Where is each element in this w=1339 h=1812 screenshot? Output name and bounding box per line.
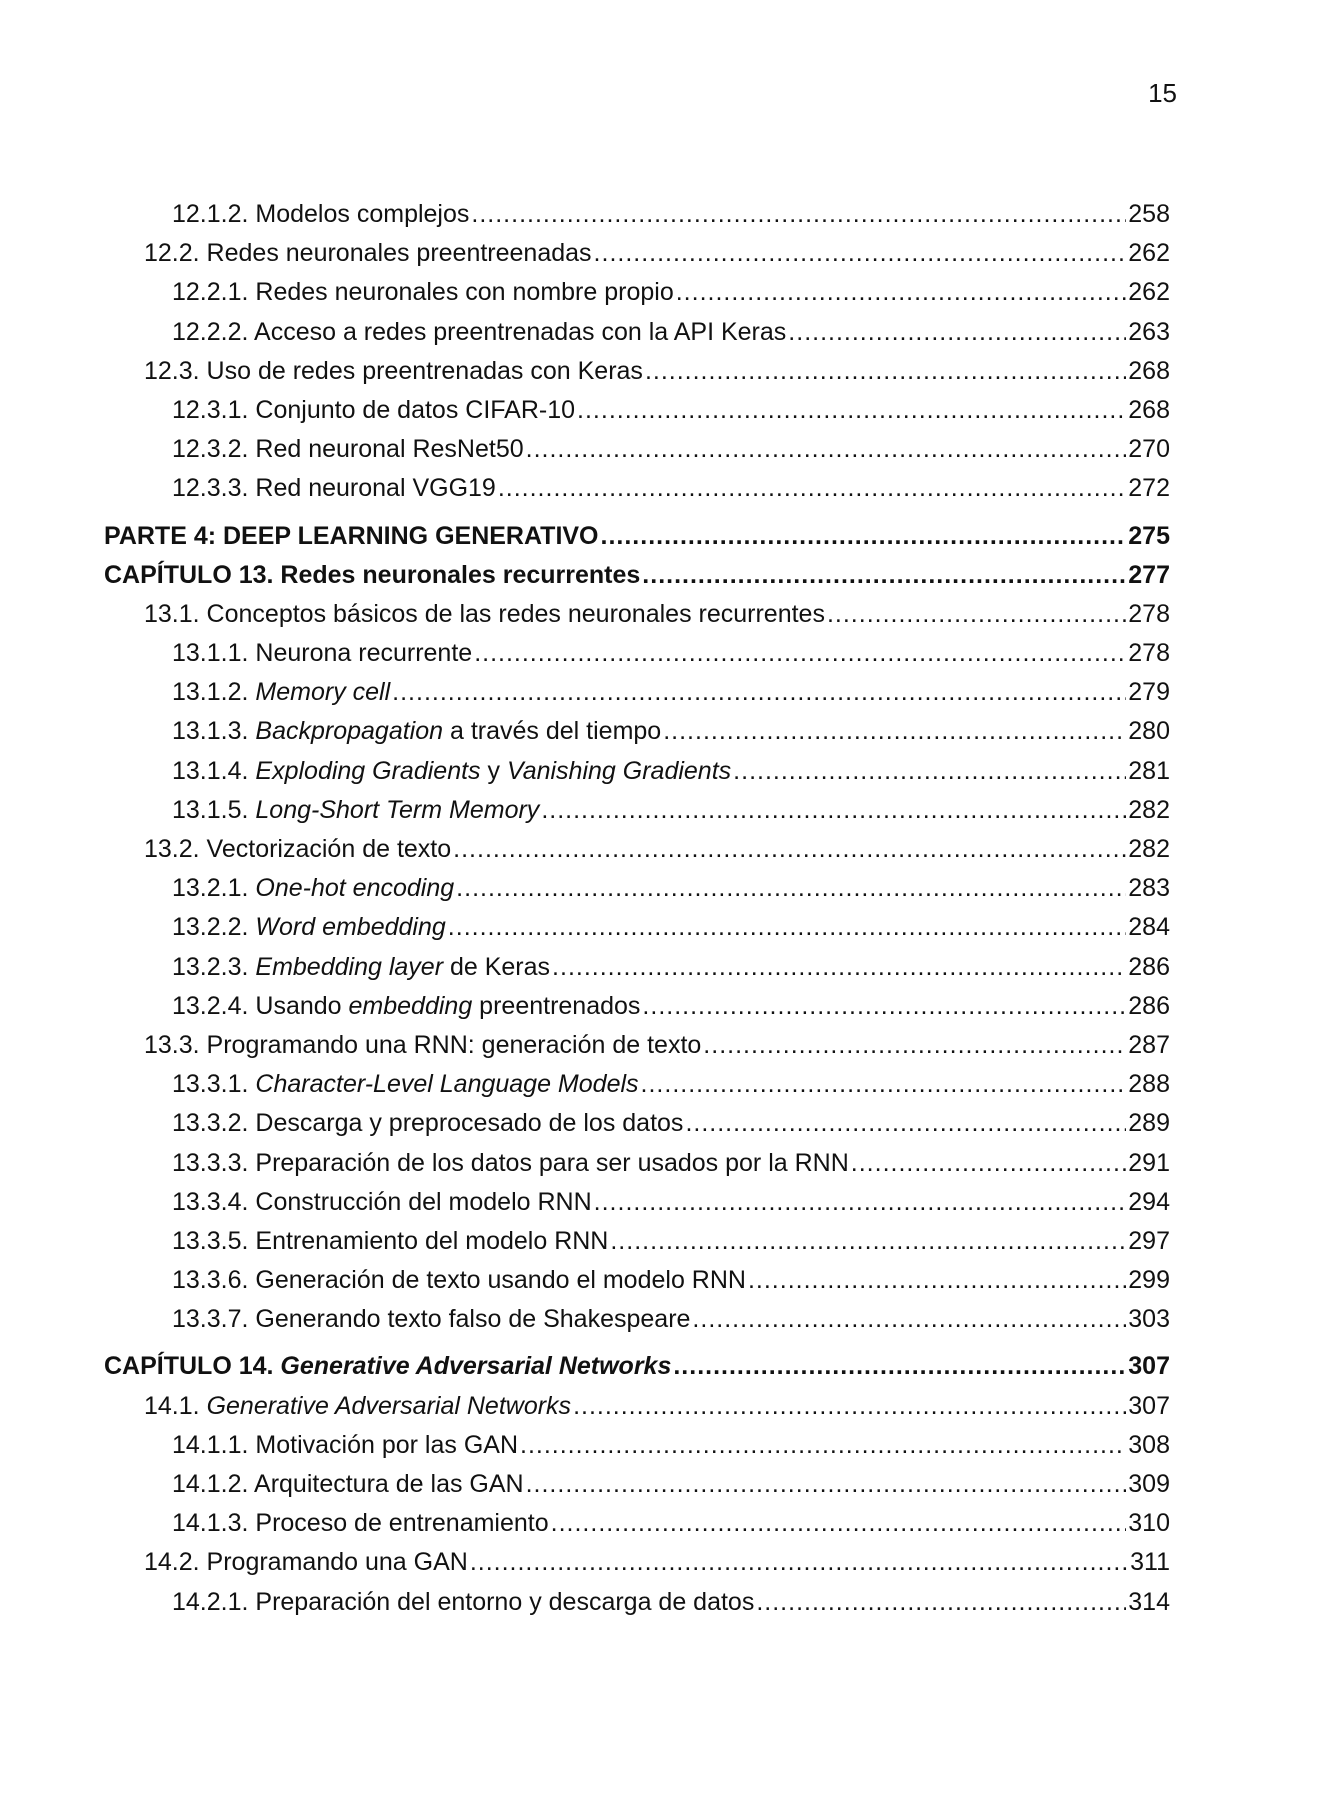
toc-entry-label — [172, 913, 446, 941]
toc-label-part: 13.1.4. — [172, 756, 256, 785]
toc-entry-label — [172, 474, 496, 502]
toc-entry — [104, 1305, 1170, 1344]
toc-dot-leader — [685, 1109, 1126, 1137]
toc-entry — [104, 435, 1170, 474]
toc-label-part: 13.1.3. — [172, 717, 256, 746]
toc-entry — [104, 239, 1170, 278]
toc-dot-leader — [541, 796, 1126, 824]
toc-entry — [104, 796, 1170, 835]
toc-label-italic-part: One-hot encoding — [255, 874, 455, 903]
toc-dot-leader — [526, 435, 1127, 463]
toc-entry-label — [104, 1352, 671, 1380]
toc-page-number: 307 — [1128, 1352, 1170, 1381]
toc-page-number: 283 — [1128, 874, 1170, 903]
toc-label-part: PARTE 4: DEEP LEARNING GENERATIVO — [104, 521, 599, 550]
toc-dot-leader — [520, 1431, 1126, 1459]
toc-dot-leader — [748, 1266, 1126, 1294]
toc-page-number: 291 — [1128, 1148, 1170, 1177]
toc-page-number: 288 — [1128, 1070, 1170, 1099]
toc-entry — [104, 992, 1170, 1031]
toc-entry-label — [172, 1149, 849, 1177]
toc-dot-leader — [470, 1548, 1128, 1576]
toc-page-number: 262 — [1128, 278, 1170, 307]
toc-entry — [104, 1227, 1170, 1266]
toc-entry — [104, 1031, 1170, 1070]
toc-entry-label — [144, 1392, 571, 1420]
toc-dot-leader — [448, 913, 1126, 941]
toc-heading-entry — [104, 522, 1170, 561]
toc-dot-leader — [673, 1352, 1126, 1380]
toc-entry-label — [144, 1548, 468, 1576]
toc-page-number: 262 — [1128, 239, 1170, 268]
toc-page-number: 297 — [1128, 1226, 1170, 1255]
toc-label-italic-part: Vanishing Gradients — [506, 756, 732, 785]
toc-entry — [104, 1392, 1170, 1431]
toc-label-italic-part: Character-Level Language Models — [255, 1070, 639, 1099]
toc-entry — [104, 913, 1170, 952]
toc-dot-leader — [756, 1588, 1126, 1616]
toc-label-italic-part: Embedding layer — [255, 952, 444, 981]
toc-dot-leader — [594, 1188, 1127, 1216]
toc-entry — [104, 874, 1170, 913]
toc-entry — [104, 639, 1170, 678]
toc-dot-leader — [645, 357, 1126, 385]
toc-entry — [104, 1109, 1170, 1148]
toc-label-part: 14.1.3. Proceso de entrenamiento — [172, 1509, 549, 1538]
toc-page-number: 270 — [1128, 435, 1170, 464]
toc-entry-label — [172, 1305, 690, 1333]
toc-entry — [104, 678, 1170, 717]
toc-label-part: 13.3.6. Generación de texto usando el modelo RNN — [172, 1266, 746, 1295]
toc-label-part: 13.1.2. — [172, 678, 256, 707]
toc-entry-label — [172, 757, 731, 785]
toc-dot-leader — [474, 639, 1126, 667]
toc-entry-label — [172, 1109, 683, 1137]
toc-entry-label — [144, 1031, 701, 1059]
toc-entry-label — [144, 600, 825, 628]
toc-page-number: 268 — [1128, 395, 1170, 424]
toc-dot-leader — [663, 717, 1126, 745]
toc-page-number: 287 — [1128, 1030, 1170, 1059]
toc-page-number: 280 — [1128, 717, 1170, 746]
toc-page-number: 277 — [1128, 560, 1170, 589]
toc-label-part: 14.1.1. Motivación por las GAN — [172, 1430, 518, 1459]
toc-page-number: 268 — [1128, 356, 1170, 385]
toc-entry — [104, 357, 1170, 396]
toc-page-number: 284 — [1128, 913, 1170, 942]
toc-label-part: 12.3.1. Conjunto de datos CIFAR-10 — [172, 395, 576, 424]
toc-page-number: 307 — [1128, 1391, 1170, 1420]
toc-page-number: 310 — [1128, 1509, 1170, 1538]
toc-dot-leader — [453, 835, 1126, 863]
toc-entry — [104, 1266, 1170, 1305]
toc-entry-label — [172, 1227, 608, 1255]
toc-label-part: 12.3. Uso de redes preentrenadas con Keras — [144, 356, 643, 385]
toc-entry-label — [172, 796, 539, 824]
toc-dot-leader — [577, 396, 1126, 424]
toc-entry-label — [172, 396, 575, 424]
toc-label-italic-part: Backpropagation — [255, 717, 444, 746]
toc-label-part: 13.2.4. Usando — [172, 991, 349, 1020]
toc-entry-label — [104, 522, 599, 550]
toc-label-part: 14.1.2. Arquitectura de las GAN — [172, 1470, 524, 1498]
toc-entry — [104, 396, 1170, 435]
toc-heading-entry — [104, 561, 1170, 600]
toc-dot-leader — [552, 953, 1126, 981]
toc-label-part: de Keras — [443, 952, 551, 981]
toc-page-number: 263 — [1128, 317, 1170, 346]
toc-label-part: 13.2.1. — [172, 874, 256, 903]
toc-dot-leader — [392, 678, 1126, 706]
toc-label-part: 12.3.3. Red neuronal VGG19 — [172, 474, 496, 503]
toc-label-part: 13.3.2. Descarga y preprocesado de los datos — [172, 1109, 684, 1138]
toc-page-number: 294 — [1128, 1187, 1170, 1216]
toc-entry — [104, 1070, 1170, 1109]
toc-entry — [104, 1149, 1170, 1188]
toc-dot-leader — [733, 757, 1126, 785]
toc-dot-leader — [642, 992, 1126, 1020]
toc-dot-leader — [692, 1305, 1126, 1333]
toc-label-italic-part: Generative Adversarial Networks — [206, 1391, 572, 1420]
toc-entry-label — [172, 1188, 592, 1216]
toc-dot-leader — [676, 278, 1127, 306]
toc-dot-leader — [788, 318, 1126, 346]
toc-dot-leader — [498, 474, 1126, 502]
toc-label-italic-part: Generative Adversarial Networks — [280, 1352, 672, 1381]
toc-dot-leader — [551, 1509, 1127, 1537]
toc-label-part: 13.2.3. — [172, 952, 256, 981]
toc-page-number: 281 — [1128, 756, 1170, 785]
toc-label-part: 12.2. Redes neuronales preentreenadas — [144, 239, 592, 268]
toc-entry-label — [172, 874, 454, 902]
toc-label-part: 12.2.2. Acceso a redes preentrenadas con la API Keras — [172, 317, 787, 346]
toc-entry — [104, 835, 1170, 874]
toc-dot-leader — [827, 600, 1126, 628]
toc-entry-label — [172, 992, 640, 1020]
toc-label-part: CAPÍTULO 14. — [104, 1352, 281, 1381]
toc-label-part: 13.1.5. — [172, 795, 256, 824]
toc-label-part: a través del tiempo — [443, 717, 662, 746]
toc-dot-leader — [601, 522, 1127, 550]
toc-entry-label — [172, 1070, 639, 1098]
toc-page-number: 311 — [1130, 1548, 1170, 1577]
toc-entry-label — [172, 1431, 518, 1459]
toc-page-number: 275 — [1128, 521, 1170, 550]
toc-entry-label — [172, 435, 524, 463]
toc-entry-label — [172, 318, 786, 346]
toc-entry — [104, 1431, 1170, 1470]
toc-label-part: 12.1.2. Modelos complejos — [172, 200, 470, 228]
toc-entry — [104, 600, 1170, 639]
toc-entry — [104, 1188, 1170, 1227]
toc-label-part: 13.3.5. Entrenamiento del modelo RNN — [172, 1226, 609, 1255]
toc-label-part: preentrenados — [472, 991, 641, 1020]
toc-entry-label — [172, 1470, 524, 1498]
toc-entry — [104, 953, 1170, 992]
toc-label-part: y — [480, 756, 507, 785]
toc-entry-label — [104, 561, 640, 589]
toc-label-part: 12.3.2. Red neuronal ResNet50 — [172, 435, 524, 464]
toc-label-part: 13.3.7. Generando texto falso de Shakespeare — [172, 1305, 691, 1334]
toc-heading-entry — [104, 1352, 1170, 1391]
toc-page-number: 278 — [1128, 599, 1170, 628]
toc-page-number: 279 — [1128, 678, 1170, 707]
toc-label-italic-part: Word embedding — [255, 913, 446, 942]
toc-entry-label — [172, 1509, 549, 1537]
toc-label-part: CAPÍTULO 13. Redes neuronales recurrentes — [104, 560, 641, 589]
toc-dot-leader — [641, 1070, 1127, 1098]
toc-label-part: 13.3.1. — [172, 1070, 256, 1099]
toc-dot-leader — [471, 200, 1126, 228]
toc-dot-leader — [851, 1149, 1127, 1177]
toc-label-part: 13.2. Vectorización de texto — [144, 835, 452, 863]
toc-label-part: 13.1. Conceptos básicos de las redes neuronales recurrentes — [144, 599, 825, 628]
toc-entry — [104, 1588, 1170, 1627]
toc-entry-label — [172, 200, 469, 228]
toc-entry-label — [172, 1588, 754, 1616]
toc-label-part: 14.1. — [144, 1391, 207, 1420]
toc-page-number: 282 — [1128, 795, 1170, 824]
toc-dot-leader — [703, 1031, 1126, 1059]
toc-entry-label — [144, 357, 643, 385]
toc-entry-label — [144, 835, 451, 863]
toc-dot-leader — [594, 239, 1127, 267]
toc-dot-leader — [456, 874, 1126, 902]
toc-entry — [104, 318, 1170, 357]
toc-page-number: 299 — [1128, 1266, 1170, 1295]
toc-entry — [104, 1470, 1170, 1509]
toc-page-number: 282 — [1128, 835, 1170, 863]
toc-dot-leader — [573, 1392, 1126, 1420]
toc-label-italic-part: Exploding Gradients — [255, 756, 481, 785]
toc-page-number: 289 — [1128, 1109, 1170, 1138]
toc-entry-label — [172, 1266, 746, 1294]
toc-entry — [104, 474, 1170, 513]
toc-page-number: 272 — [1128, 474, 1170, 503]
toc-label-part: 13.2.2. — [172, 913, 256, 942]
toc-page-number: 286 — [1128, 991, 1170, 1020]
toc-dot-leader — [526, 1470, 1127, 1498]
toc-page-number: 258 — [1128, 200, 1170, 228]
toc-entry-label — [172, 953, 550, 981]
toc-page-number: 314 — [1128, 1587, 1170, 1616]
toc-entry — [104, 717, 1170, 756]
toc-page-number: 308 — [1128, 1430, 1170, 1459]
toc-dot-leader — [642, 561, 1126, 589]
toc-label-part: 14.2. Programando una GAN — [144, 1548, 468, 1577]
table-of-contents — [104, 200, 1170, 1627]
toc-entry-label — [172, 717, 661, 745]
toc-entry-label — [172, 278, 674, 306]
toc-label-italic-part: Memory cell — [255, 678, 391, 707]
toc-page-number: 309 — [1128, 1470, 1170, 1498]
toc-entry-label — [172, 639, 472, 667]
toc-label-part: 13.3. Programando una RNN: generación de texto — [144, 1030, 702, 1059]
toc-entry — [104, 1509, 1170, 1548]
toc-page-number: 286 — [1128, 952, 1170, 981]
toc-entry-label — [144, 239, 592, 267]
toc-dot-leader — [610, 1227, 1126, 1255]
toc-page-number: 303 — [1128, 1305, 1170, 1334]
toc-label-part: 14.2.1. Preparación del entorno y descarga de datos — [172, 1587, 755, 1616]
page-number: 15 — [1148, 78, 1177, 108]
toc-entry — [104, 278, 1170, 317]
toc-label-part: 13.3.3. Preparación de los datos para ser usados por la RNN — [172, 1148, 849, 1177]
toc-label-part: 13.1.1. Neurona recurrente — [172, 639, 473, 668]
toc-entry — [104, 1548, 1170, 1587]
toc-label-italic-part: embedding — [348, 991, 473, 1020]
toc-entry-label — [172, 678, 390, 706]
toc-label-part: 13.3.4. Construcción del modelo RNN — [172, 1187, 592, 1216]
toc-entry — [104, 200, 1170, 239]
toc-page-number: 278 — [1128, 639, 1170, 668]
toc-entry — [104, 757, 1170, 796]
toc-label-part: 12.2.1. Redes neuronales con nombre propio — [172, 278, 674, 307]
toc-label-italic-part: Long-Short Term Memory — [255, 795, 540, 824]
